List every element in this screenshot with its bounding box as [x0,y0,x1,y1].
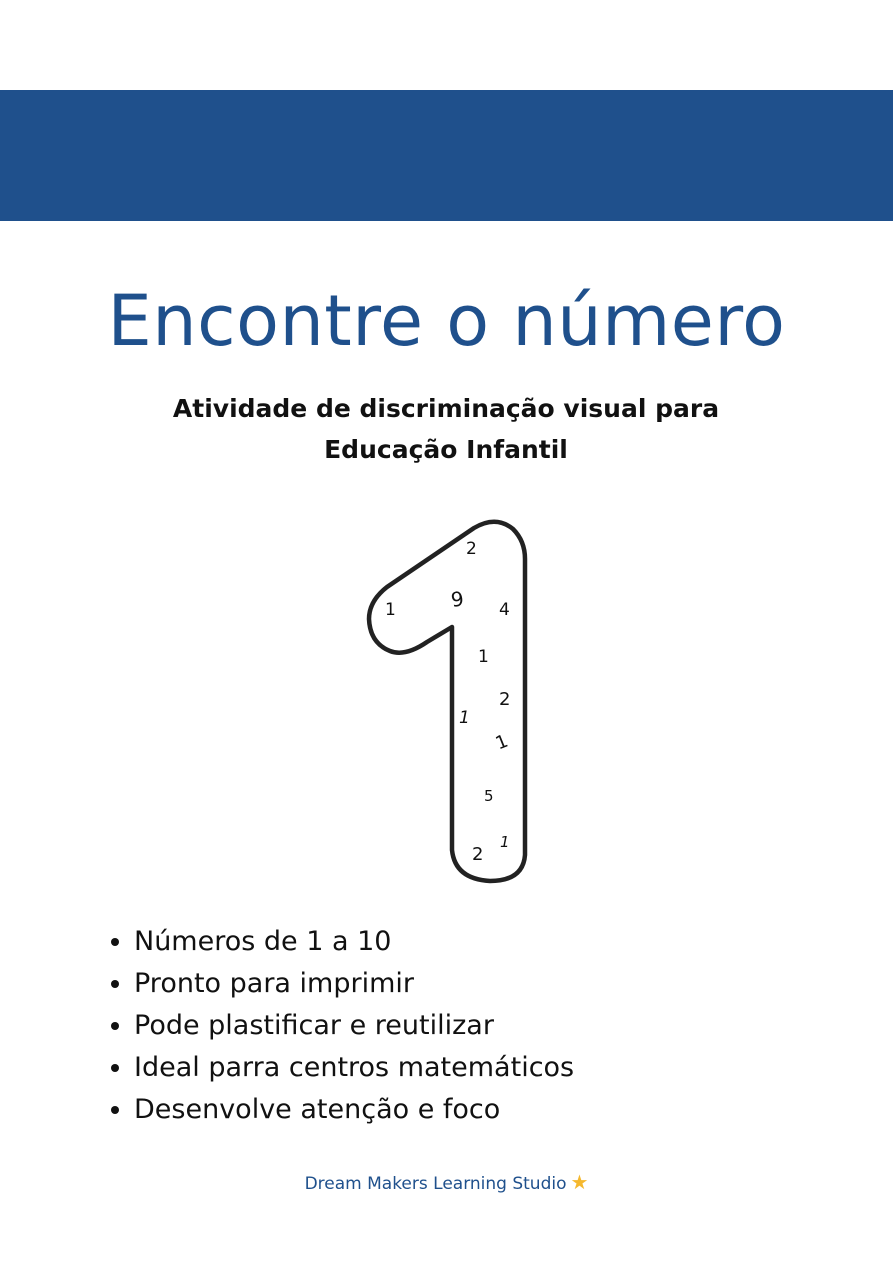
digit-number: 1 [478,647,489,667]
digit-number: 1 [492,730,512,755]
digit-number: 4 [499,600,510,620]
digit-number: 2 [472,844,484,865]
feature-list [96,921,574,1131]
header-band [0,90,893,221]
digit-number: 1 [500,833,510,851]
digit-number: 9 [449,586,466,612]
page-subtitle [96,388,796,470]
subtitle-line-2: Educação Infantil [324,435,568,464]
feature-item: • Números de 1 a 10 [134,921,574,963]
page-title: Encontre o número [107,280,786,362]
subtitle-line-1: Atividade de discriminação visual para [172,394,720,423]
digit-number: 5 [484,787,494,805]
digit-one-outline [355,515,540,890]
feature-item: • Ideal parra centros matemáticos [134,1047,574,1089]
digit-number: 2 [499,689,511,710]
feature-item: • Desenvolve atenção e foco [134,1089,574,1131]
digit-number: 1 [459,708,470,728]
footer-text: Dream Makers Learning Studio [304,1174,567,1194]
feature-item: • Pronto para imprimir [134,963,574,1005]
star-icon: ★ [570,1170,589,1194]
footer-credit [0,1169,893,1197]
digit-number: 1 [385,600,396,620]
digit-number: 2 [466,539,477,559]
feature-item: • Pode plastificar e reutilizar [134,1005,574,1047]
